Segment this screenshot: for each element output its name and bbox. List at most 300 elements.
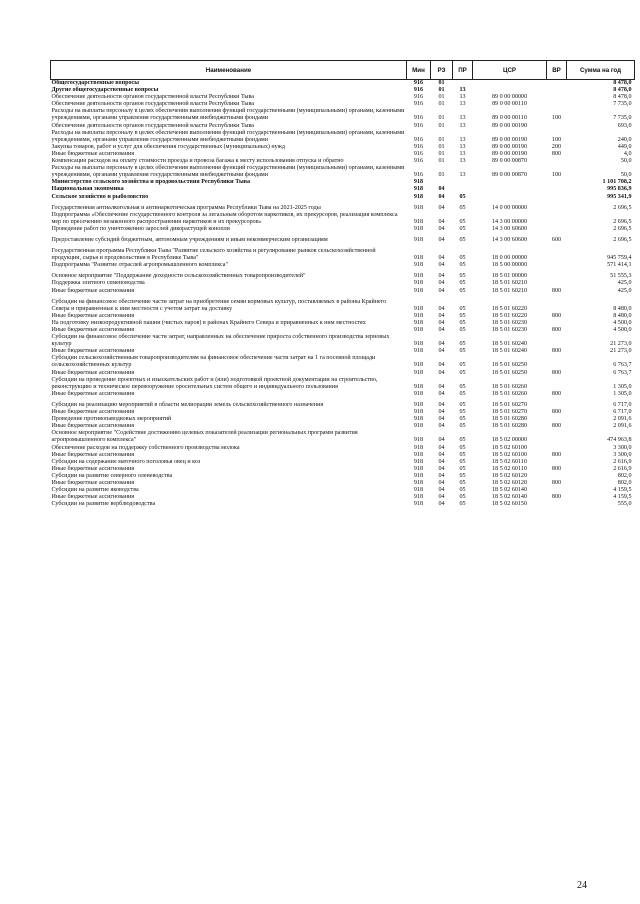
row-pr: 13 (459, 143, 466, 150)
row-vr: 600 (551, 236, 562, 243)
row-rz: 01 (438, 143, 445, 150)
row-sum: 425,0 (617, 287, 632, 294)
row-name: Проведение противопаводковых мероприятий (51, 416, 172, 423)
row-name: Субсидии на финансовое обеспечение части затрат на приобретение семян кормовых культур, поставляемых в районы Крайнего Севера и приравненные к ним местности с учетом затрат на доставку (51, 298, 387, 312)
row-vr: 800 (551, 409, 562, 416)
row-min: 916 (413, 172, 424, 179)
table-row (51, 466, 635, 473)
row-name: На подготовку низкопродуктивной пашни (чистых паров) в районах Крайнего Севера и приравненных к ним местностях (51, 319, 366, 326)
row-vr: 800 (551, 465, 562, 472)
row-pr: 05 (459, 390, 466, 397)
row-min: 916 (413, 94, 424, 101)
row-vr (547, 80, 567, 88)
row-min: 918 (413, 305, 424, 312)
row-csr (473, 186, 547, 193)
row-min: 918 (413, 319, 424, 326)
row-pr: 05 (459, 458, 466, 465)
row-sum: 4 500,0 (613, 327, 632, 333)
row-min: 918 (413, 494, 424, 501)
row-pr: 05 (459, 451, 466, 458)
row-vr: 800 (551, 369, 562, 376)
row-name: Иные бюджетные ассигнования (51, 409, 135, 416)
header-pr: ПР (453, 61, 473, 80)
row-min: 918 (413, 348, 424, 355)
row-pr: 05 (459, 287, 466, 294)
table-row (51, 391, 635, 398)
row-rz: 01 (438, 158, 445, 165)
row-pr: 05 (459, 218, 466, 225)
row-rz: 04 (438, 487, 445, 494)
row-pr: 05 (459, 437, 466, 444)
row-csr: 89 0 00 00000 (491, 94, 528, 101)
row-vr (547, 334, 567, 348)
row-pr: 05 (459, 236, 466, 243)
row-pr: 05 (459, 369, 466, 376)
table-row (51, 130, 635, 144)
row-pr: 05 (459, 225, 466, 232)
row-rz: 04 (438, 437, 445, 444)
row-name: Основное мероприятие "Содействие достижению целевых показателей реализации региональных программ развития агропромышленного комплекса" (51, 430, 358, 444)
row-sum: 8 480,0 (613, 312, 632, 319)
row-rz: 04 (438, 262, 445, 269)
row-pr: 13 (459, 87, 466, 94)
row-csr (473, 194, 547, 201)
row-vr (547, 186, 567, 193)
row-name: Другие общегосударственные вопросы (51, 87, 159, 94)
row-name: Иные бюджетные ассигнования (51, 369, 135, 376)
row-vr (547, 487, 567, 494)
row-min: 918 (413, 383, 424, 390)
row-pr: 05 (459, 444, 466, 451)
row-csr: 18 5 01 60230 (491, 319, 528, 326)
row-rz: 04 (438, 341, 445, 348)
row-vr: 800 (551, 451, 562, 458)
row-pr: 05 (459, 305, 466, 312)
row-vr (547, 430, 567, 444)
row-min: 916 (413, 122, 424, 129)
row-min: 916 (413, 158, 424, 165)
row-min: 918 (413, 444, 424, 451)
row-sum: 474 963,8 (607, 437, 632, 444)
row-vr: 800 (551, 327, 562, 333)
row-name: Иные бюджетные ассигнования (51, 312, 135, 319)
row-rz: 01 (438, 150, 445, 157)
row-name: Закупка товаров, работ и услуг для обеспечения государственных (муниципальных) нужд (51, 143, 285, 150)
row-csr: 18 5 01 60230 (491, 327, 528, 333)
row-min: 918 (413, 479, 424, 486)
row-vr (547, 194, 567, 201)
table-row (51, 244, 635, 262)
row-name: Субсидии на проведение проектных и изыскательских работ и (или) подготовкой проектной документации на строительство, реконструкцию и техническое перевооружение оросительных систем общего и индивидуального пользования (51, 376, 378, 390)
row-vr (547, 295, 567, 313)
row-vr (547, 179, 567, 186)
row-pr (453, 80, 473, 88)
row-min: 918 (413, 501, 424, 508)
row-name: Общегосударственные вопросы (51, 80, 140, 86)
row-sum: 802,0 (617, 472, 632, 479)
row-pr (453, 179, 473, 186)
row-rz: 04 (438, 472, 445, 479)
row-csr: 18 5 01 60210 (491, 280, 528, 287)
row-pr: 05 (459, 479, 466, 486)
table-row (51, 212, 635, 226)
row-sum: 2 091,6 (613, 423, 632, 430)
row-sum: 945 759,4 (607, 255, 632, 262)
row-sum: 2 696,5 (613, 204, 632, 211)
row-sum: 2 696,5 (613, 225, 632, 232)
row-min: 916 (413, 150, 424, 157)
row-min: 916 (413, 87, 424, 94)
row-rz: 04 (438, 348, 445, 355)
row-min: 918 (413, 193, 424, 200)
row-pr: 05 (459, 204, 466, 211)
row-csr: 14 3 00 60600 (491, 236, 528, 243)
row-name: Подпрограмма "Развитие отраслей агропромышленного комплекса" (51, 262, 228, 269)
row-csr: 18 5 02 60100 (491, 451, 528, 458)
header-sum: Сумма на год (567, 61, 635, 80)
row-vr: 800 (551, 287, 562, 294)
row-rz: 04 (438, 494, 445, 501)
row-rz: 01 (438, 80, 445, 86)
row-rz: 04 (438, 458, 445, 465)
row-vr (547, 473, 567, 480)
row-csr: 18 5 02 60120 (491, 479, 528, 486)
row-rz: 04 (438, 218, 445, 225)
row-name: Обеспечение деятельности органов государственной власти Республики Тыва (51, 101, 254, 108)
table-row (51, 186, 635, 193)
row-vr (547, 398, 567, 409)
row-min: 918 (413, 416, 424, 423)
row-rz: 04 (438, 465, 445, 472)
row-csr: 18 5 01 60250 (491, 369, 528, 376)
row-name: Сельское хозяйство и рыболовство (51, 193, 149, 200)
row-min: 918 (413, 204, 424, 211)
row-csr: 89 0 00 00870 (491, 158, 528, 165)
row-name: Субсидии на развитие верблюдоводства (51, 501, 156, 508)
row-sum: 4 500,0 (613, 319, 632, 326)
row-name: Поддержка элитного семеноводства (51, 280, 145, 287)
row-min: 918 (413, 273, 424, 280)
row-min: 918 (413, 255, 424, 262)
row-name: Расходы на выплаты персоналу в целях обеспечения выполнения функций государственными (муниципальными) органами, казенными учреждениями, органами управления государственными внебюджетными фондами (51, 165, 405, 179)
row-min: 918 (413, 409, 424, 416)
row-name: Обеспечение деятельности органов государственной власти Республики Тыва (51, 122, 254, 129)
row-sum: 6 717,0 (613, 409, 632, 416)
row-rz: 04 (438, 423, 445, 430)
row-csr: 18 5 01 60220 (491, 312, 528, 319)
row-pr: 05 (459, 383, 466, 390)
table-row (51, 288, 635, 295)
table-row (51, 269, 635, 280)
table-row (51, 226, 635, 233)
row-name: Субсидии на содержание маточного поголовья овец и коз (51, 458, 201, 465)
row-name: Иные бюджетные ассигнования (51, 150, 135, 157)
row-csr: 18 5 01 00000 (491, 273, 528, 280)
row-sum: 995 836,9 (607, 186, 632, 193)
row-name: Субсидии на финансовое обеспечение части затрат, направленных на обеспечение прироста собственного производства зерновых культур (51, 334, 390, 348)
row-vr (547, 459, 567, 466)
row-sum: 21 273,0 (610, 341, 632, 348)
row-vr: 100 (551, 136, 562, 143)
row-pr: 05 (459, 472, 466, 479)
row-name: Обеспечение деятельности органов государственной власти Республики Тыва (51, 94, 254, 101)
row-pr: 13 (459, 94, 466, 101)
row-min: 918 (413, 327, 424, 333)
row-min: 918 (413, 341, 424, 348)
row-sum: 802,0 (617, 479, 632, 486)
table-row (51, 233, 635, 244)
row-sum: 3 300,0 (613, 444, 632, 451)
row-sum: 449,0 (617, 143, 632, 150)
row-sum: 2 091,6 (613, 416, 632, 423)
row-csr: 18 5 01 60260 (491, 390, 528, 397)
row-vr: 800 (551, 479, 562, 486)
row-pr: 05 (459, 362, 466, 369)
table-row (51, 473, 635, 480)
row-rz: 04 (438, 193, 445, 200)
row-vr: 800 (551, 312, 562, 319)
table-row (51, 334, 635, 348)
row-sum: 571 414,1 (607, 262, 632, 269)
row-pr: 05 (459, 348, 466, 355)
row-vr (547, 445, 567, 452)
row-min: 916 (413, 136, 424, 143)
header-name: Наименование (51, 61, 407, 80)
table-row (51, 459, 635, 466)
table-row (51, 487, 635, 494)
row-csr: 18 5 02 60110 (492, 465, 527, 472)
row-vr: 100 (551, 115, 562, 122)
row-sum: 4 159,5 (613, 494, 632, 501)
row-sum: 2 696,5 (613, 236, 632, 243)
row-rz: 04 (438, 225, 445, 232)
row-name: Субсидии сельскохозяйственным товаропроизводителям на финансовое обеспечение части затрат на 1 га посевной площади сельскохозяйственных культур (51, 355, 376, 369)
row-pr: 13 (459, 101, 466, 108)
table-row (51, 194, 635, 201)
row-csr: 18 5 02 60100 (491, 444, 528, 451)
row-vr (547, 226, 567, 233)
row-csr: 14 3 00 00000 (491, 218, 528, 225)
row-pr: 13 (459, 136, 466, 143)
row-min: 918 (413, 312, 424, 319)
row-min: 916 (413, 143, 424, 150)
row-pr (453, 186, 473, 193)
row-vr (547, 212, 567, 226)
row-sum: 1 305,0 (613, 383, 632, 390)
row-min: 918 (413, 179, 424, 186)
row-name: Расходы на выплаты персоналу в целях обеспечения выполнения функций государственными (муниципальными) органами, казенными учреждениями, органами управления государственными внебюджетными фондами (51, 108, 405, 122)
row-vr: 200 (551, 143, 562, 150)
table-row (51, 480, 635, 487)
header-vr: ВР (547, 61, 567, 80)
table-row (51, 123, 635, 130)
row-name: Иные бюджетные ассигнования (51, 390, 135, 397)
row-rz: 04 (438, 362, 445, 369)
row-sum: 50,0 (620, 158, 632, 165)
row-name: Предоставление субсидий бюджетным, автономным учреждениям и иным некоммерческим организациям (51, 236, 328, 243)
row-min: 916 (413, 115, 424, 122)
row-name: Иные бюджетные ассигнования (51, 423, 135, 430)
row-pr: 05 (459, 312, 466, 319)
row-rz: 01 (438, 172, 445, 179)
row-name: Государственная антиалкогольная и антинаркотическая программа Республики Тыва на 2021-2025 годы (51, 204, 321, 211)
row-pr: 05 (459, 416, 466, 423)
row-csr: 18 5 01 60280 (491, 416, 528, 423)
row-vr (547, 377, 567, 391)
table-row (51, 320, 635, 327)
budget-table-container (50, 60, 634, 508)
row-csr (473, 179, 547, 186)
row-csr: 89 0 00 00110 (492, 115, 527, 122)
table-row (51, 501, 635, 508)
row-vr (547, 320, 567, 327)
table-row (51, 430, 635, 444)
row-rz: 04 (438, 287, 445, 294)
row-name: Расходы на выплаты персоналу в целях обеспечения выполнения функций государственными (муниципальными) органами, казенными учреждениями, органами управления государственными внебюджетными фондами (51, 129, 405, 143)
row-pr: 13 (459, 122, 466, 129)
row-csr: 18 5 02 60140 (491, 494, 528, 501)
row-vr: 800 (551, 348, 562, 355)
row-sum: 1 305,0 (613, 390, 632, 397)
row-min: 918 (413, 369, 424, 376)
row-pr: 05 (459, 409, 466, 416)
row-sum: 4,0 (623, 150, 632, 157)
row-vr (547, 123, 567, 130)
table-row (51, 313, 635, 320)
table-row (51, 377, 635, 391)
table-row (51, 144, 635, 151)
row-min: 916 (413, 80, 424, 86)
row-csr: 18 5 02 60150 (491, 501, 528, 508)
row-rz: 04 (438, 479, 445, 486)
table-row (51, 179, 635, 186)
row-min: 916 (413, 101, 424, 108)
row-rz (431, 179, 453, 186)
row-pr: 05 (459, 494, 466, 501)
table-row (51, 370, 635, 377)
row-sum: 555,0 (617, 501, 632, 508)
row-sum: 51 555,3 (610, 273, 632, 280)
row-rz: 04 (438, 255, 445, 262)
row-rz: 04 (438, 280, 445, 287)
row-vr (547, 87, 567, 94)
row-csr: 89 0 00 00190 (491, 136, 528, 143)
row-min: 918 (413, 401, 424, 408)
row-rz: 04 (438, 327, 445, 333)
row-name: Субсидии на развитие яководства (51, 487, 139, 494)
row-vr (547, 269, 567, 280)
header-csr: ЦСР (473, 61, 547, 80)
row-pr: 05 (459, 280, 466, 287)
row-csr: 18 5 01 60270 (491, 401, 528, 408)
row-csr: 89 0 00 00190 (491, 143, 528, 150)
row-csr: 18 5 01 60210 (491, 287, 528, 294)
row-pr: 13 (459, 115, 466, 122)
row-min: 918 (413, 458, 424, 465)
row-sum: 4 159,5 (613, 487, 632, 494)
row-min: 918 (413, 390, 424, 397)
row-name: Национальная экономика (51, 186, 124, 193)
row-name: Министерство сельского хозяйства и продовольствия Республики Тыва (51, 179, 251, 186)
row-vr (547, 201, 567, 212)
table-row (51, 280, 635, 287)
row-name: Основное мероприятие "Поддержание доходности сельскохозяйственных товаропроизводителей" (51, 273, 306, 280)
row-name: Субсидии на реализацию мероприятий в области мелиорации земель сельскохозяйственного назначения (51, 401, 324, 408)
row-name: Подпрограмма «Обеспечение государственного контроля за легальным оборотом наркотиков, их прекурсоров, реализация комплекса мер по пресечению незаконного распространения наркотиков и их прекурсоров» (51, 211, 398, 225)
row-vr (547, 501, 567, 508)
row-sum: 8 480,0 (613, 305, 632, 312)
row-vr (547, 280, 567, 287)
row-vr: 800 (551, 494, 562, 501)
row-sum: 8 478,0 (613, 80, 632, 86)
row-sum: 240,0 (617, 136, 632, 143)
row-vr (547, 355, 567, 369)
row-csr: 18 5 00 00000 (491, 262, 528, 269)
row-rz: 04 (438, 416, 445, 423)
row-rz: 04 (438, 186, 445, 193)
row-rz: 01 (438, 87, 445, 94)
row-csr: 89 0 00 00870 (491, 172, 528, 179)
row-sum: 21 273,0 (610, 348, 632, 355)
row-sum: 2 616,9 (613, 458, 632, 465)
page-number: 24 (577, 880, 587, 891)
header-min: Мин (407, 61, 431, 80)
row-pr: 05 (459, 423, 466, 430)
row-sum: 7 735,0 (613, 101, 632, 108)
row-name: Субсидии на развитие северного оленеводства (51, 472, 173, 479)
row-vr (547, 158, 567, 165)
row-csr: 18 5 01 60240 (491, 341, 528, 348)
row-vr (547, 101, 567, 108)
row-vr: 800 (551, 390, 562, 397)
budget-table (50, 60, 635, 508)
row-vr (547, 416, 567, 423)
table-row (51, 151, 635, 158)
row-rz: 04 (438, 369, 445, 376)
row-pr: 13 (459, 158, 466, 165)
row-pr: 05 (459, 319, 466, 326)
table-row (51, 201, 635, 212)
row-rz: 04 (438, 319, 445, 326)
row-min: 918 (413, 262, 424, 269)
row-name: Иные бюджетные ассигнования (51, 348, 135, 355)
row-name: Государственная программа Республики Тыва "Развитие сельского хозяйства и регулирование рынков сельскохозяйственной продукции, сырья и продовольствия в Республике Тыва" (51, 248, 376, 262)
row-name: Обеспечение расходов на поддержку собственного производства молока (51, 444, 240, 451)
header-rz: РЗ (431, 61, 453, 80)
row-min: 918 (413, 225, 424, 232)
row-sum: 693,0 (617, 122, 632, 129)
row-csr (473, 87, 547, 94)
row-min: 918 (413, 465, 424, 472)
row-pr: 05 (459, 255, 466, 262)
row-pr: 13 (459, 172, 466, 179)
row-name: Компенсация расходов на оплату стоимости проезда и провоза багажа к месту использования отпуска и обратно (51, 158, 344, 165)
row-min: 918 (413, 451, 424, 458)
row-name: Иные бюджетные ассигнования (51, 494, 135, 501)
row-csr: 18 5 01 60240 (491, 348, 528, 355)
row-min: 918 (413, 437, 424, 444)
row-name: Иные бюджетные ассигнования (51, 287, 135, 294)
row-csr: 18 5 01 60250 (491, 362, 528, 369)
row-rz: 04 (438, 305, 445, 312)
row-csr: 18 0 00 00000 (491, 255, 528, 262)
row-csr: 89 0 00 00190 (491, 150, 528, 157)
row-csr: 18 5 01 60280 (491, 423, 528, 430)
table-row (51, 416, 635, 423)
row-sum: 7 735,0 (613, 115, 632, 122)
table-row (51, 108, 635, 122)
table-row (51, 452, 635, 459)
